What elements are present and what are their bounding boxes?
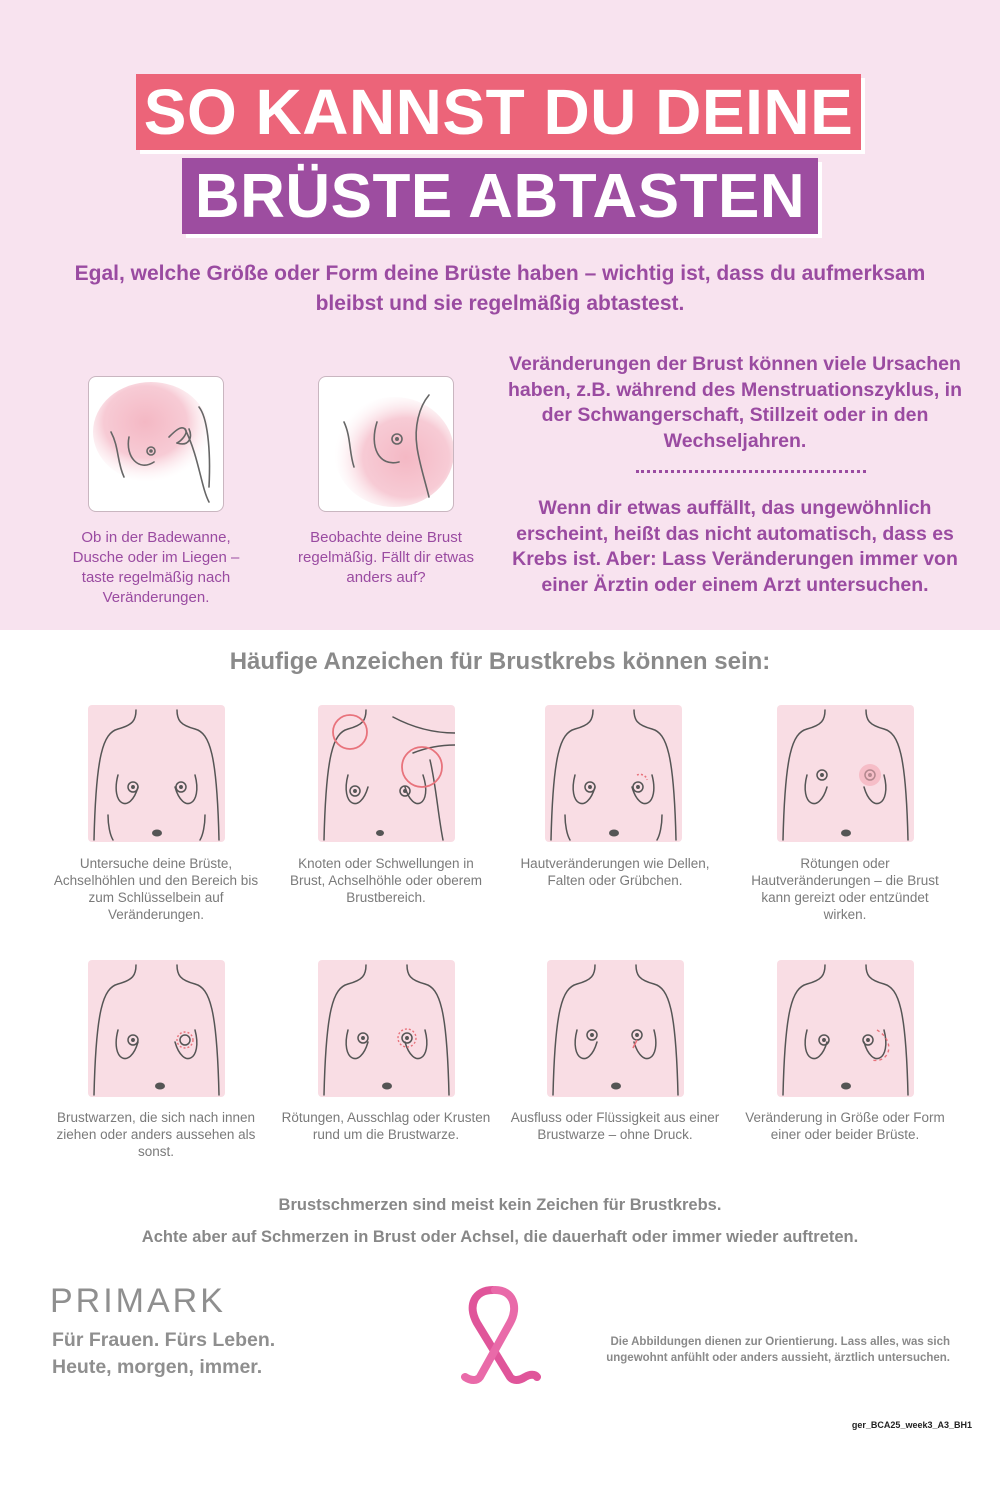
sign-1-caption: Untersuche deine Brüste, Achselhöhlen und den Bereich bis zum Schlüsselbein auf Veränderungen. [53, 856, 259, 922]
sign-7-illustration [547, 960, 684, 1097]
document-code: ger_BCA25_week3_A3_BH1 [851, 1420, 972, 1430]
sign-2-illustration [318, 705, 455, 842]
title-line-1: SO KANNST DU DEINE [136, 74, 861, 150]
slogan-line-1: Für Frauen. Fürs Leben. [52, 1329, 276, 1351]
sign-5-illustration [88, 960, 225, 1097]
sign-2-caption: Knoten oder Schwellungen in Brust, Achselhöhle oder oberem Brustbereich. [289, 856, 483, 905]
sign-4-caption: Rötungen oder Hautveränderungen – die Brust kann gereizt oder entzündet wirken. [751, 856, 939, 922]
step1-caption: Ob in der Badewanne, Dusche oder im Liegen – taste regelmäßig nach Veränderungen. [72, 529, 240, 606]
pink-ribbon-icon [455, 1285, 545, 1385]
pain-note: Brustschmerzen sind meist kein Zeichen für Brustkrebs. [278, 1196, 722, 1214]
step2-caption: Beobachte deine Brust regelmäßig. Fällt dir etwas anders auf? [298, 529, 474, 586]
sign-6-illustration [318, 960, 455, 1097]
self-exam-illustration [88, 376, 224, 512]
info-paragraph-1: Veränderungen der Brust können viele Ursachen haben, z.B. während des Menstruationszyklus, in der Schwangerschaft, Stillzeit oder in den Wechseljahren. [507, 353, 962, 452]
sign-7-caption: Ausfluss oder Flüssigkeit aus einer Brustwarze – ohne Druck. [510, 1110, 720, 1142]
slogan-line-2: Heute, morgen, immer. [52, 1356, 263, 1378]
disclaimer: Die Abbildungen dienen zur Orientierung. Lass alles, was sich ungewohnt anfühlt oder anders aussieht, ärztlich untersuchen. [606, 1336, 950, 1364]
brand-slogan [52, 1327, 275, 1381]
intro-text: Egal, welche Größe oder Form deine Brüste haben – wichtig ist, dass du aufmerksam bleibst und sie regelmäßig abtastest. [74, 262, 926, 315]
observation-illustration [318, 376, 454, 512]
signs-heading: Häufige Anzeichen für Brustkrebs können sein: [229, 648, 771, 675]
sign-8-caption: Veränderung in Größe oder Form einer oder beider Brüste. [745, 1110, 945, 1142]
sign-3-illustration [545, 705, 682, 842]
sign-1-illustration [88, 705, 225, 842]
sign-4-illustration [777, 705, 914, 842]
brand-logo: PRIMARK [50, 1282, 226, 1320]
sign-3-caption: Hautveränderungen wie Dellen, Falten oder Grübchen. [520, 856, 710, 888]
sign-8-illustration [777, 960, 914, 1097]
pain-advice: Achte aber auf Schmerzen in Brust oder Achsel, die dauerhaft oder immer wieder auftreten. [141, 1228, 859, 1246]
title-line-2: BRÜSTE ABTASTEN [182, 158, 818, 234]
dotted-divider [636, 470, 866, 473]
sign-6-caption: Rötungen, Ausschlag oder Krusten rund um die Brustwarze. [281, 1110, 491, 1142]
sign-5-caption: Brustwarzen, die sich nach innen ziehen oder anders aussehen als sonst. [56, 1110, 256, 1159]
info-paragraph-2: Wenn dir etwas auffällt, das ungewöhnlich erscheint, heißt das nicht automatisch, dass es Krebs ist. Aber: Lass Veränderungen immer von einer Ärztin oder einem Arzt untersuchen. [512, 497, 958, 596]
